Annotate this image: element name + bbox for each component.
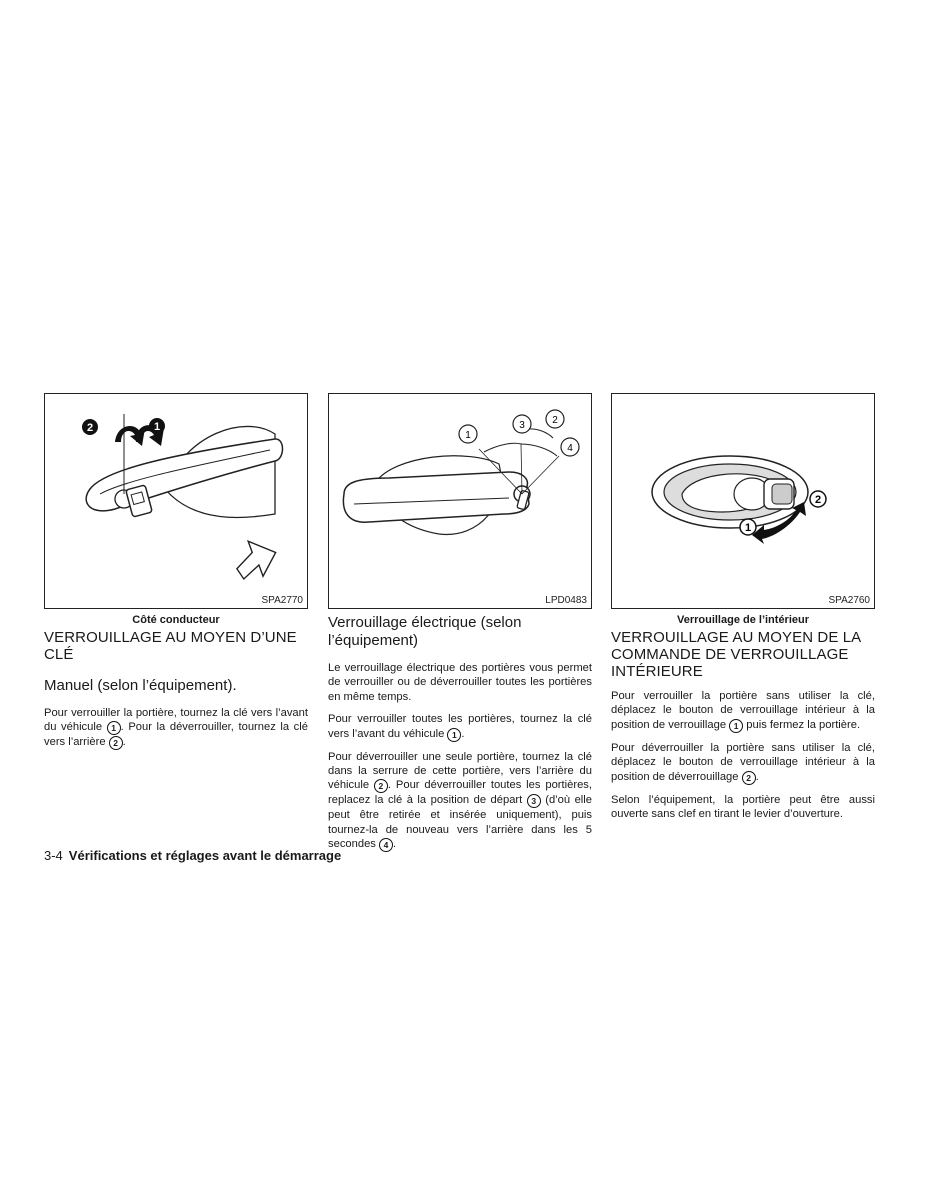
paragraph: Pour verrouiller toutes les portières, tournez la clé vers l’avant du véhicule 1 . <box>328 713 592 740</box>
section-heading: VERROUILLAGE AU MOYEN DE LA COMMANDE DE VERROUILLAGE INTÉRIEURE <box>611 629 861 680</box>
page-footer <box>44 848 341 863</box>
paragraph: Pour déverrouiller la portière sans utiliser la clé, déplacez le bouton de verrouillage intérieur à la position de déverrouillage 2 . <box>611 741 875 783</box>
callout-3: 3 <box>527 794 541 808</box>
callout-1: 1 <box>447 728 461 742</box>
figure-caption: Verrouillage de l’intérieur <box>676 614 810 626</box>
figure-power-lock <box>328 393 592 609</box>
figure-caption: Côté conducteur <box>132 614 220 626</box>
interior-lock-illustration <box>612 394 874 608</box>
marker-2: 2 <box>86 422 94 434</box>
column-3 <box>611 393 875 821</box>
subheading: Manuel (selon l’équipement). <box>44 677 237 694</box>
callout-1: 1 <box>107 721 121 735</box>
chapter-title: Vérifications et réglages avant le démarrage <box>68 848 342 863</box>
paragraph: Pour verrouiller la portière sans utiliser la clé, déplacez le bouton de verrouillage intérieur à la position de verrouillage 1 puis fermez la portière. <box>611 690 875 731</box>
callout-2: 2 <box>374 779 388 793</box>
subheading: Verrouillage électrique (selon l’équipement) <box>328 614 522 649</box>
marker-2: 2 <box>552 415 558 426</box>
figure-interior-lock <box>611 393 875 609</box>
paragraph: Pour verrouiller la portière, tournez la clé vers l’avant du véhicule 1 . Pour la déverrouiller, tournez la clé vers l’arrière 2 . <box>44 707 308 749</box>
callout-2: 2 <box>109 736 123 750</box>
figure-code: SPA2760 <box>828 595 870 606</box>
column-2 <box>328 393 592 852</box>
section-heading: VERROUILLAGE AU MOYEN D’UNE CLÉ <box>44 629 297 663</box>
paragraph: Le verrouillage électrique des portières vous permet de verrouiller ou de déverrouiller toutes les portières en même temps. <box>328 662 592 703</box>
figure-code: LPD0483 <box>545 595 587 606</box>
marker-2: 2 <box>814 494 822 506</box>
figure-key-door-handle <box>44 393 308 609</box>
callout-4: 4 <box>379 838 393 852</box>
page-number: 3-4 <box>44 848 63 863</box>
marker-1: 1 <box>744 522 752 534</box>
figure-code: SPA2770 <box>261 595 303 606</box>
marker-3: 3 <box>519 420 525 431</box>
door-handle-key-illustration <box>45 394 307 608</box>
marker-4: 4 <box>567 443 573 454</box>
marker-1: 1 <box>153 421 161 433</box>
column-1 <box>44 393 308 750</box>
callout-1: 1 <box>729 719 743 733</box>
marker-1: 1 <box>465 430 471 441</box>
paragraph: Pour déverrouiller une seule portière, tournez la clé dans la serrure de cette portière, vers l’arrière du véhicule 2 . Pour déverrouiller toutes les portières, replacez la clé à la position de départ 3 (d’où elle peut être retirée et insérée uniquement), puis tournez-la de nouveau vers l’arrière dans les 5 secondes 4 . <box>328 750 592 851</box>
power-lock-illustration <box>329 394 591 608</box>
callout-2: 2 <box>742 771 756 785</box>
paragraph: Selon l’équipement, la portière peut être aussi ouverte sans clef en tirant le levier d’ouverture. <box>611 793 875 821</box>
